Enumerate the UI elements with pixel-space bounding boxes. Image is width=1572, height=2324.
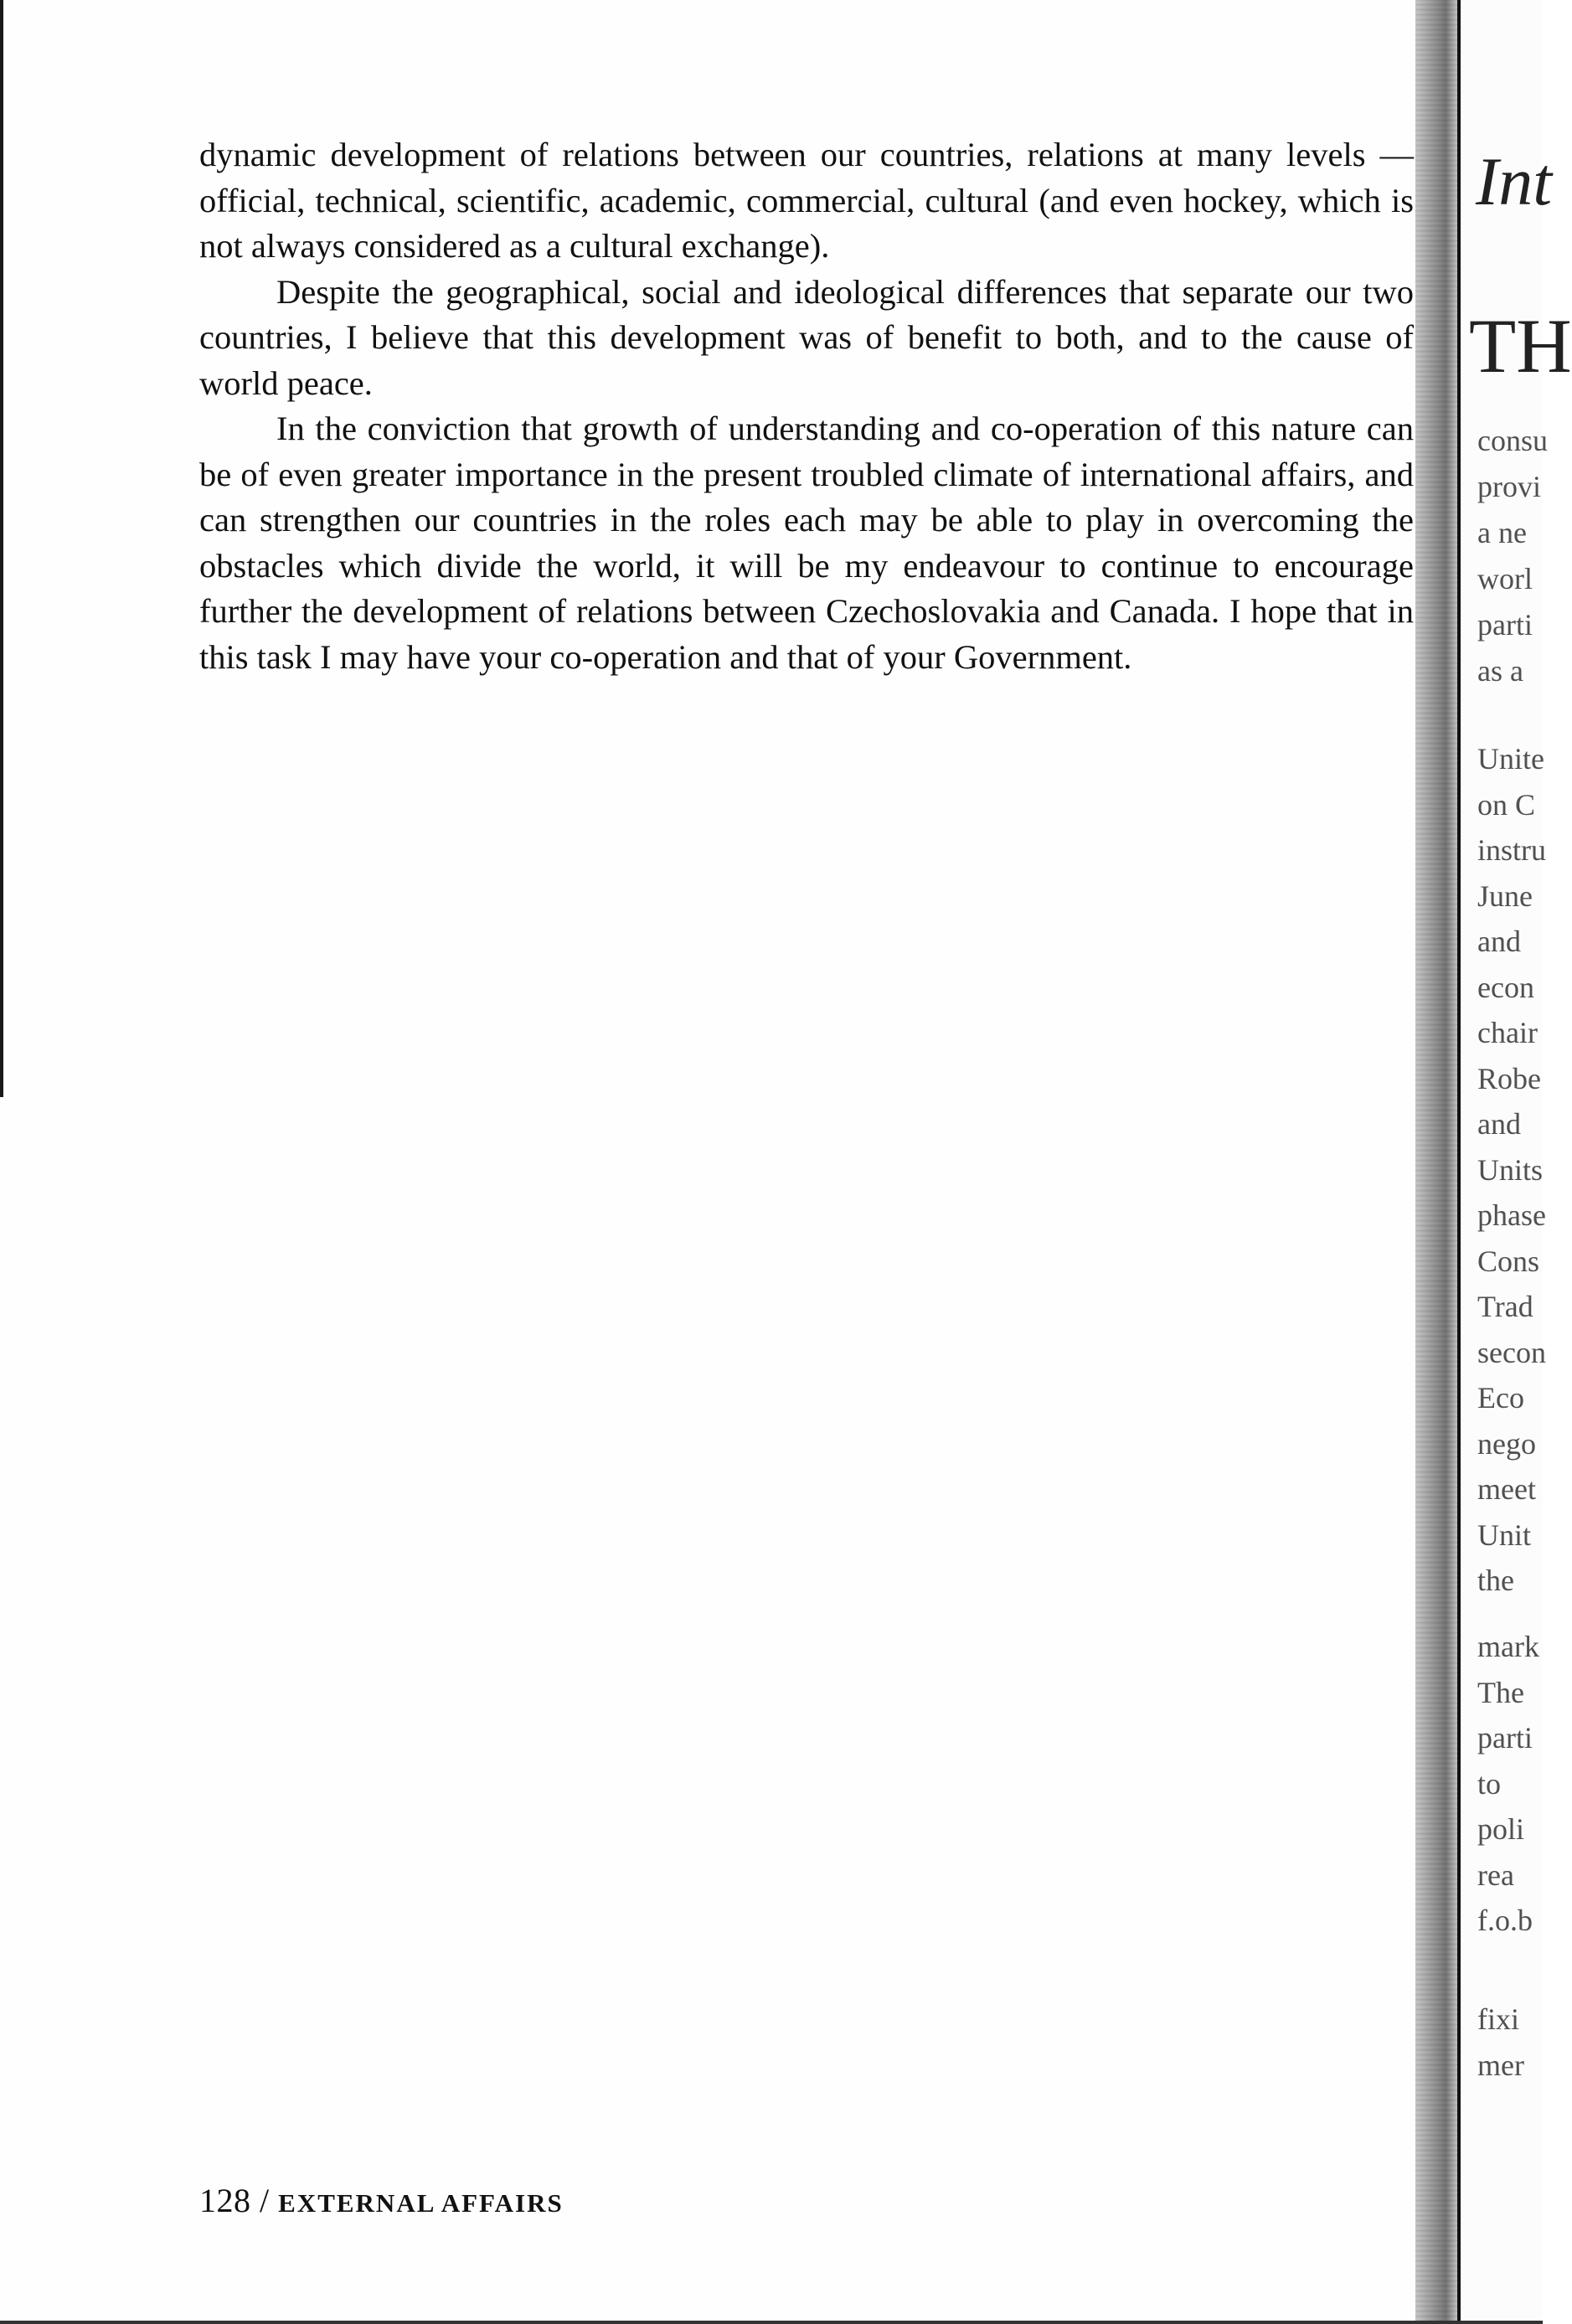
body-paragraph-2: Despite the geographical, social and ideological differences that separate our two countries, I believe that this development was of benefit to both, and to the cause of world peace.: [199, 272, 1414, 402]
facing-page-line-fragment: econ: [1477, 970, 1534, 1004]
facing-page-line-fragment: f.o.b: [1477, 1904, 1533, 1937]
facing-page-line-fragment: Trad: [1477, 1290, 1533, 1323]
facing-page-line-fragment: and: [1477, 1107, 1521, 1141]
facing-page-line-fragment: meet: [1477, 1472, 1536, 1506]
facing-page-line-fragment: June: [1477, 879, 1533, 913]
facing-page-line-fragment: poli: [1477, 1812, 1525, 1846]
facing-page-line-fragment: fixi: [1477, 2002, 1519, 2036]
facing-page-line-fragment: Units: [1477, 1152, 1544, 1187]
facing-page-line-fragment: rea: [1477, 1858, 1514, 1892]
publication-name: EXTERNAL AFFAIRS: [278, 2188, 564, 2218]
facing-page-line-fragment: The: [1477, 1675, 1524, 1709]
facing-page-line-fragment: Unite: [1477, 742, 1544, 776]
facing-page-line-fragment: and: [1477, 925, 1521, 958]
book-gutter: [1415, 0, 1459, 2324]
facing-page-line-fragment: the: [1477, 1564, 1514, 1597]
facing-page-line-fragment: parti: [1477, 1721, 1533, 1755]
facing-page-title-fragment: Int: [1476, 143, 1553, 219]
facing-page-dropcap-fragment: TH: [1469, 303, 1572, 389]
scan-left-edge: [0, 0, 3, 1097]
facing-page-line-fragment: a ne: [1477, 516, 1527, 549]
facing-page-line-fragment: instru: [1477, 833, 1547, 867]
facing-page-line-fragment: Cons: [1477, 1244, 1540, 1278]
facing-page-line-fragment: to: [1477, 1766, 1502, 1801]
body-paragraph-3: In the conviction that growth of understanding and co-operation of this nature can be of even greater importance in the present troubled climate of international affairs, and can strengthen our countries in the roles each may be able to play in overcoming the obstacles which divide the world, it will be my endeavour to continue to encourage further the development of relations between Czechoslovakia and Canada. I hope that in this task I may have your co-operation and that of your Government.: [199, 410, 1414, 676]
facing-page-line-fragment: mer: [1477, 2048, 1524, 2082]
scan-bottom-edge: [0, 2321, 1543, 2324]
facing-page-line-fragment: mark: [1477, 1630, 1539, 1663]
facing-page-line-fragment: Unit: [1477, 1518, 1532, 1552]
facing-page-line-fragment: Robe: [1477, 1061, 1541, 1095]
facing-page-line-fragment: nego: [1477, 1426, 1536, 1461]
facing-page-line-fragment: worl: [1477, 562, 1533, 595]
facing-page-line-fragment: consu: [1477, 424, 1548, 457]
facing-page-line-fragment: phase: [1477, 1198, 1546, 1232]
facing-page-line-fragment: secon: [1477, 1335, 1546, 1369]
page-number: 128: [199, 2182, 251, 2219]
facing-page-line-fragment: provi: [1477, 470, 1541, 503]
main-text-column: [199, 132, 1414, 680]
facing-page-line-fragment: chair: [1477, 1016, 1538, 1049]
facing-page-line-fragment: Eco: [1477, 1381, 1524, 1414]
footer-separator: /: [260, 2182, 270, 2219]
facing-page-fragment: [1461, 0, 1572, 2324]
body-paragraph-1: dynamic development of relations between our countries, relations at many levels — official, technical, scientific, academic, commercial, cultural (and even hockey, which is not always considered as a cultural exchange).: [199, 136, 1414, 265]
facing-page-line-fragment: as a: [1477, 654, 1523, 688]
facing-page-line-fragment: on C: [1477, 787, 1536, 822]
page-footer: [199, 2181, 564, 2220]
facing-page-line-fragment: parti: [1477, 608, 1533, 642]
